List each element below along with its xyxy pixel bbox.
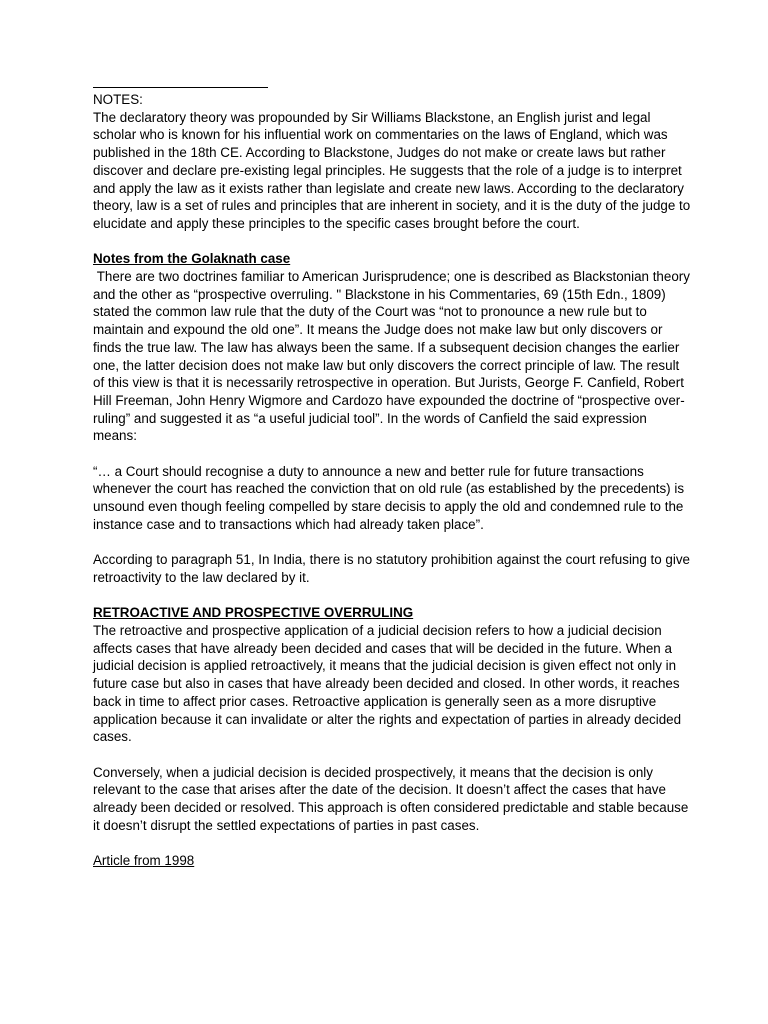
paragraph-gap — [93, 834, 693, 852]
declaratory-theory-paragraph: The declaratory theory was propounded by Sir Williams Blackstone, an English jurist and legal scholar who is known for his influential work on commentaries on the laws of England, which was published in the 18th CE. According to Blackstone, Judges do not make or create laws but rather discover and declare pre-existing legal principles. He suggests that the role of a judge is to interpret and apply the law as it exists rather than legislate and create new laws. According to the declaratory theory, law is a set of rules and principles that are inherent in society, and it is the duty of the judge to elucidate and apply these principles to the specific cases brought before the court. — [93, 109, 691, 231]
prospective-paragraph: Conversely, when a judicial decision is decided prospectively, it means that the decision is only relevant to the case that arises after the date of the decision. It doesn’t affect the cases that have already been decided or resolved. This approach is often considered predictable and stable because it doesn’t disrupt the settled expectations of parties in past cases. — [93, 764, 689, 833]
paragraph-gap — [93, 746, 693, 764]
canfield-quote-paragraph: “… a Court should recognise a duty to announce a new and better rule for future transactions whenever the court has reached the conviction that on old rule (as established by the precedents) is unsound even though feeling compelled by stare decisis to apply the old and condemned rule to the instance case and to transactions which had already taken place”. — [93, 463, 685, 532]
document-page — [93, 87, 693, 870]
paragraph-gap — [93, 233, 693, 251]
golaknath-heading: Notes from the Golaknath case — [93, 251, 291, 267]
golaknath-paragraph: There are two doctrines familiar to American Jurisprudence; one is described as Blackstonian theory and the other as “prospective overruling. " Blackstone in his Commentaries, 69 (15th Edn., 1809) stated the common law rule that the duty of the Court was “not to pronounce a new rule but to maintain and expound the old one”. It means the Judge does not make law but only discovers or finds the true law. The law has always been the same. If a subsequent decision changes the earlier one, the latter decision does not make law but only discovers the correct principle of law. The result of this view is that it is necessarily retrospective in operation. But Jurists, George F. Canfield, Robert Hill Freeman, John Henry Wigmore and Cardozo have expounded the doctrine of “prospective over-ruling” and suggested it as “a useful judicial tool”. In the words of Canfield the said expression means: — [93, 269, 694, 444]
notes-label: NOTES: — [93, 92, 143, 107]
paragraph-51-paragraph: According to paragraph 51, In India, there is no statutory prohibition against the court refusing to give retroactivity to the law declared by it. — [93, 552, 690, 585]
paragraph-gap — [93, 445, 693, 463]
footnote-separator-rule — [93, 87, 268, 88]
paragraph-gap — [93, 587, 693, 605]
retroactive-paragraph: The retroactive and prospective application of a judicial decision refers to how a judicial decision affects cases that have already been decided and cases that will be decided in the future. When a judicial decision is applied retroactively, it means that the judicial decision is given effect not only in future case but also in cases that have already been decided and closed. In other words, it reaches back in time to affect prior cases. Retroactive application is generally seen as a more disruptive application because it can invalidate or alter the rights and expectation of parties in already decided cases. — [93, 623, 682, 745]
retroactive-heading: RETROACTIVE AND PROSPECTIVE OVERRULING — [93, 605, 414, 621]
article-link[interactable]: Article from 1998 — [93, 853, 195, 869]
paragraph-gap — [93, 534, 693, 552]
